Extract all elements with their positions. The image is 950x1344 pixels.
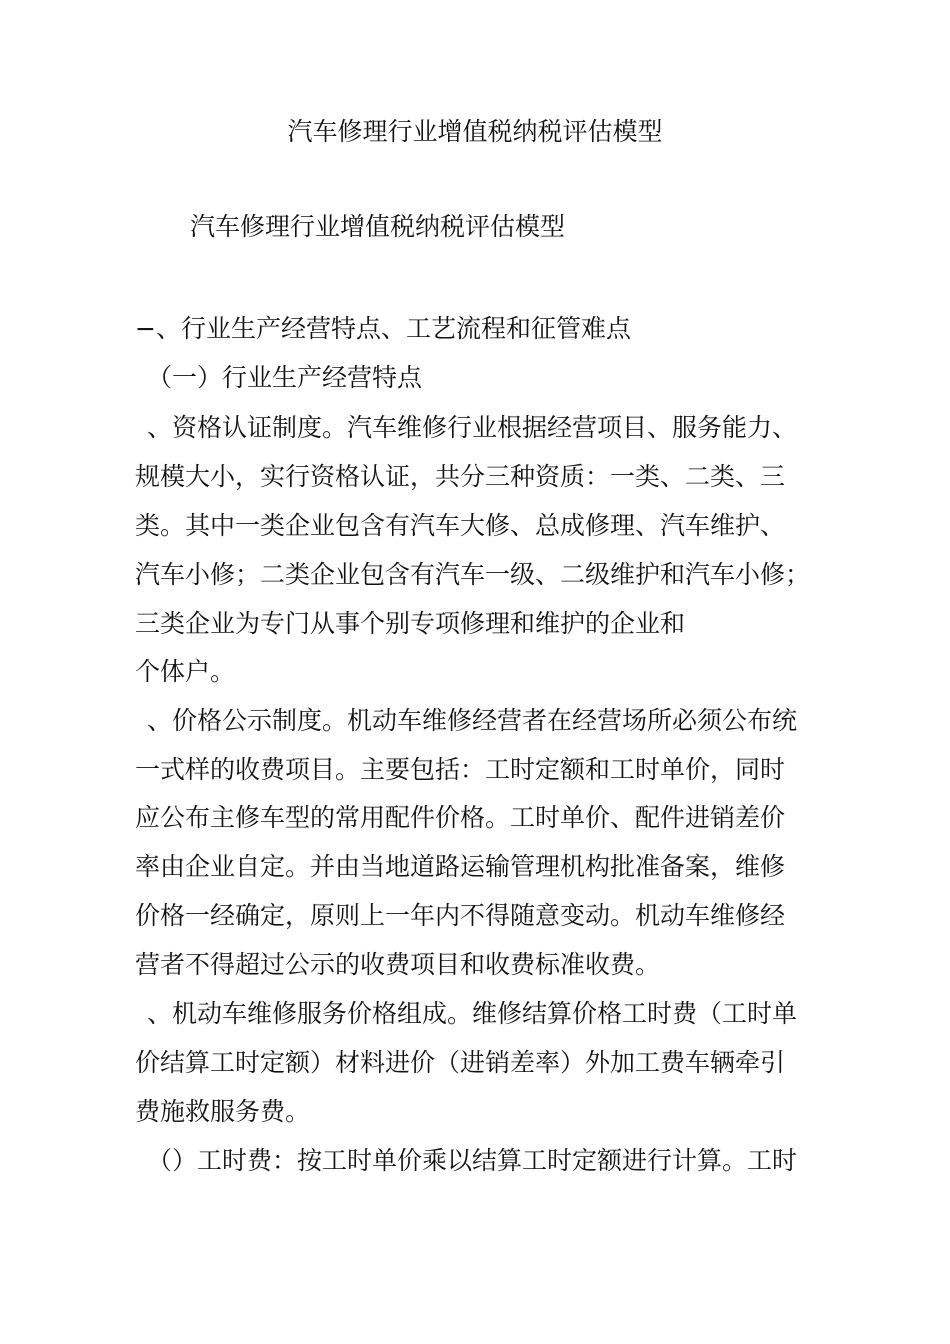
paragraph-line: 一式样的收费项目。主要包括：工时定额和工时单价，同时 [135, 755, 786, 784]
subsection-heading: （一）行业生产经营特点 [147, 363, 423, 392]
paragraph-line: 率由企业自定。并由当地道路运输管理机构批准备案，维修 [135, 852, 786, 881]
paragraph-line: 个体户。 [135, 657, 236, 686]
document-title: 汽车修理行业增值税纳税评估模型 [287, 117, 663, 146]
paragraph-line: 价格一经确定，原则上一年内不得随意变动。机动车维修经 [135, 901, 786, 930]
paragraph-line: 规模大小，实行资格认证，共分三种资质：一类、二类、三 [135, 462, 786, 491]
paragraph-line: 三类企业为专门从事个别专项修理和维护的企业和 [135, 609, 686, 638]
paragraph-line: 应公布主修车型的常用配件价格。工时单价、配件进销差价 [135, 803, 786, 832]
paragraph-line: 类。其中一类企业包含有汽车大修、总成修理、汽车维护、 [135, 511, 786, 540]
paragraph-line: （）工时费：按工时单价乘以结算工时定额进行计算。工时 [147, 1146, 798, 1175]
paragraph-line: 费施救服务费。 [135, 1097, 311, 1126]
paragraph-line: 汽车小修；二类企业包含有汽车一级、二级维护和汽车小修； [135, 560, 811, 589]
paragraph-line: 、资格认证制度。汽车维修行业根据经营项目、服务能力、 [147, 413, 798, 442]
paragraph-line: 、机动车维修服务价格组成。维修结算价格工时费（工时单 [147, 999, 798, 1028]
document-subtitle: 汽车修理行业增值税纳税评估模型 [190, 212, 566, 241]
section-heading: −、行业生产经营特点、工艺流程和征管难点 [135, 314, 631, 343]
paragraph-line: 、价格公示制度。机动车维修经营者在经营场所必须公布统 [147, 706, 798, 735]
paragraph-line: 价结算工时定额）材料进价（进销差率）外加工费车辆牵引 [135, 1048, 786, 1077]
paragraph-line: 营者不得超过公示的收费项目和收费标准收费。 [135, 950, 661, 979]
